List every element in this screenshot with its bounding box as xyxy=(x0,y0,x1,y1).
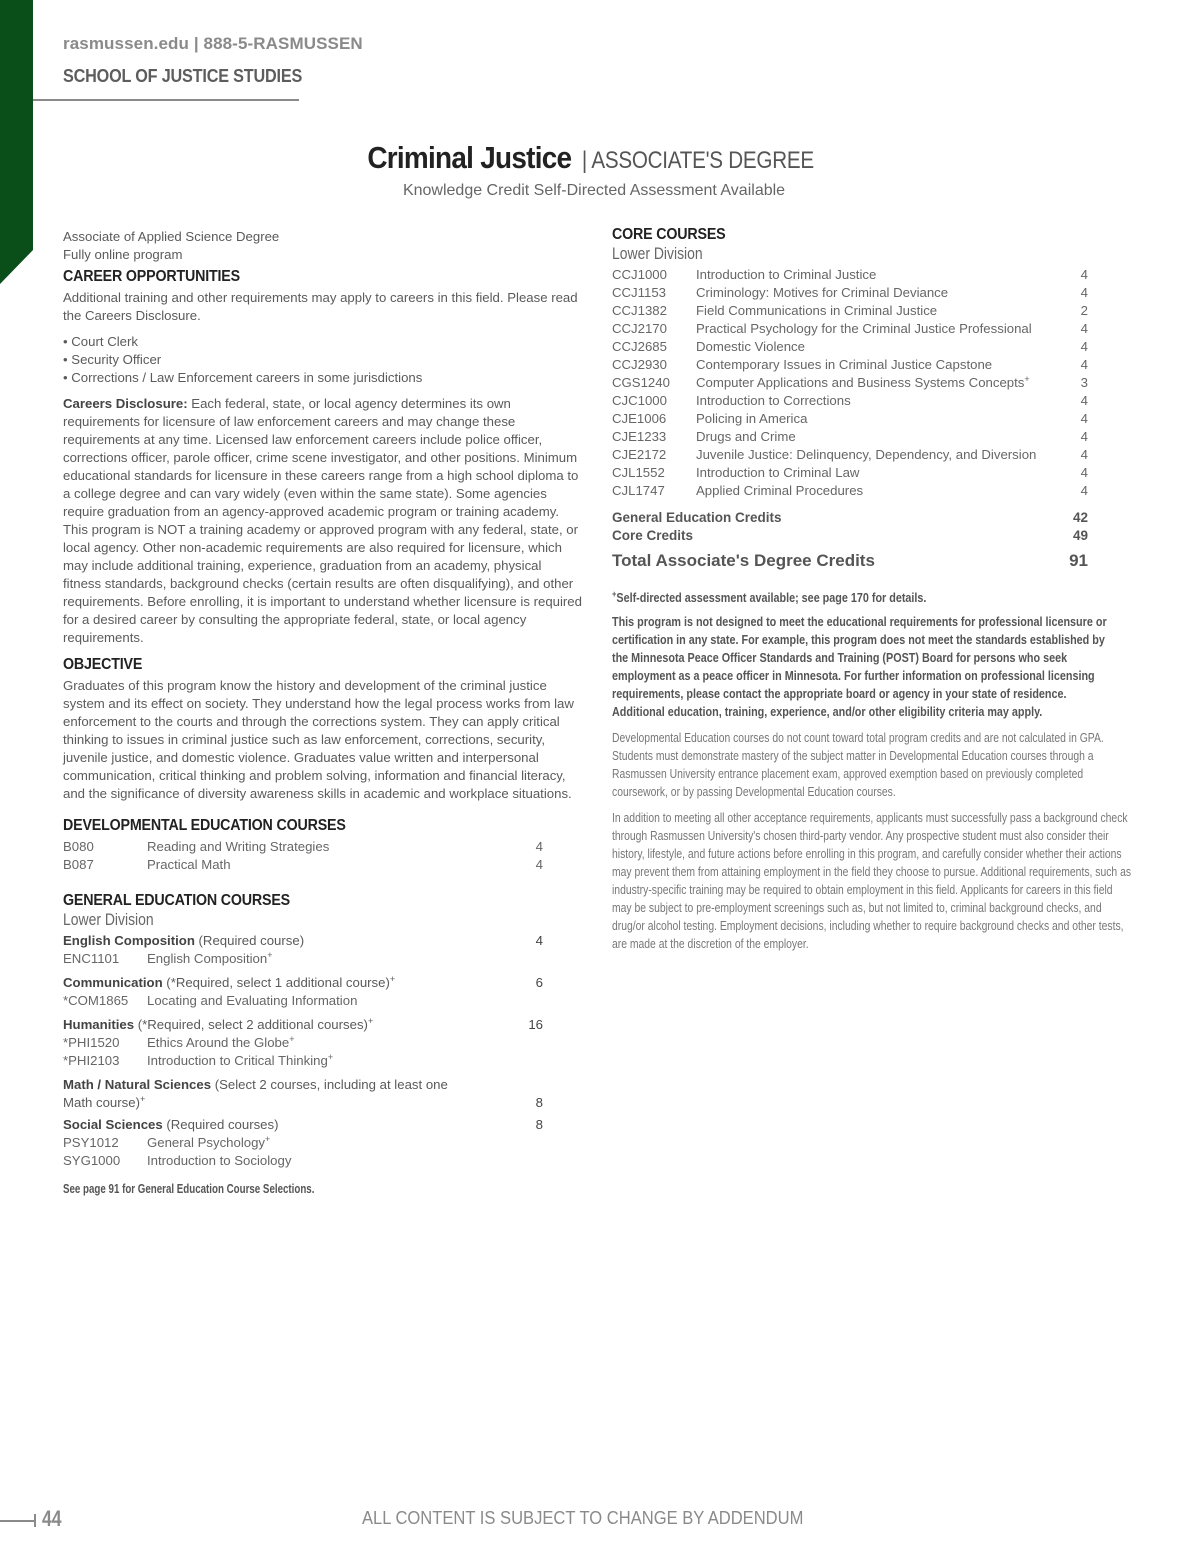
delivery-mode: Fully online program xyxy=(63,247,183,262)
right-column xyxy=(612,226,1132,953)
gen-ed-group-header: Social Sciences (Required courses) 8 xyxy=(63,1117,543,1132)
gen-ed-group-header-cont: Math course)+ 8 xyxy=(63,1094,543,1110)
core-division: Lower Division xyxy=(612,244,703,263)
course-row: PSY1012 General Psychology+ xyxy=(63,1134,271,1150)
licensure-note: This program is not designed to meet the educational requirements for professional licensure or certification in any state. For example, this program does not meet the standards established by the Minnesota Peace Officer Standards and Training (POST) Board for persons who seek employment as a peace officer in Minnesota. For further information on professional licensing requirements, please contact the appropriate board or agency in your state of residence. Additional education, training, experience, and/or other eligibility criteria may apply. xyxy=(612,614,1107,719)
gen-ed-division: Lower Division xyxy=(63,910,154,929)
gen-ed-group-header: Humanities (*Required, select 2 additional courses)+ 16 xyxy=(63,1016,543,1032)
left-column xyxy=(63,228,583,1196)
course-row: SYG1000 Introduction to Sociology xyxy=(63,1153,292,1168)
site-contact: rasmussen.edu | 888-5-RASMUSSEN xyxy=(63,34,363,53)
course-row: CGS1240 Computer Applications and Business Systems Concepts+ 3 xyxy=(612,374,1088,390)
career-list xyxy=(63,333,583,387)
course-row: CJC1000 Introduction to Corrections 4 xyxy=(612,393,1088,408)
gen-ed-credits-row: General Education Credits 42 xyxy=(612,510,1088,525)
background-check-note: In addition to meeting all other acceptance requirements, applicants must successfully pass a background check through Rasmussen University's chosen third-party vendor. Any prospective student must also consider their history, lifestyle, and future actions before enrolling in this program, and carefully consider whether their actions may prevent them from attaining employment in the field they choose to pursue. Additional requirements, such as industry-specific training may be required to obtain employment in this field. Applicants for careers in this field may be subject to pre-employment screenings such as, but not limited to, criminal background checks, and drug/or alcohol testing. Employment decisions, including whether to require background checks and other tests, are made at the discretion of the employer. xyxy=(612,811,1132,951)
course-row: B080 Reading and Writing Strategies 4 xyxy=(63,839,543,854)
objective-text: Graduates of this program know the history and development of the criminal justice system and its effect on society. They understand how the legal process works from law enforcement to the courts and through the corrections system. They can apply critical thinking to issues in criminal justice such as law enforcement, corrections, security, juvenile justice, and domestic violence. Graduates value written and interpersonal communication, critical thinking and problem solving, information and financial literacy, and the significance of diversity awareness skills in academic and workplace situations. xyxy=(63,678,574,801)
page-subtitle: Knowledge Credit Self-Directed Assessment Available xyxy=(402,182,786,199)
footer-tick xyxy=(34,1514,36,1527)
header-divider xyxy=(33,99,299,101)
course-row: CJE1006 Policing in America 4 xyxy=(612,411,1088,426)
course-row: *PHI1520 Ethics Around the Globe+ xyxy=(63,1034,295,1050)
gen-ed-group-header: Communication (*Required, select 1 additional course)+ 6 xyxy=(63,974,543,990)
credit-totals xyxy=(612,509,1088,573)
course-row: CCJ2170 Practical Psychology for the Criminal Justice Professional 4 xyxy=(612,321,1088,336)
gen-ed-group-header: English Composition (Required course) 4 xyxy=(63,933,543,948)
page-title xyxy=(0,140,1188,176)
course-row: CCJ2685 Domestic Violence 4 xyxy=(612,339,1088,354)
career-intro: Additional training and other requirements may apply to careers in this field. Please read the Careers Disclosure. xyxy=(63,290,578,323)
core-heading: CORE COURSES xyxy=(612,226,726,243)
core-credits-row: Core Credits 49 xyxy=(612,528,1088,543)
gen-ed-heading: GENERAL EDUCATION COURSES xyxy=(63,892,291,909)
course-row: CCJ1382 Field Communications in Criminal Justice 2 xyxy=(612,303,1088,318)
career-heading: CAREER OPPORTUNITIES xyxy=(63,268,240,285)
course-row: ENC1101 English Composition+ xyxy=(63,950,273,966)
school-name: SCHOOL OF JUSTICE STUDIES xyxy=(63,66,303,86)
career-item: • Security Officer xyxy=(63,352,162,367)
disclosure-text: Each federal, state, or local agency determines its own requirements for licensure of law enforcement careers and may change these requirements at any time. Licensed law enforcement careers include police officer, corrections officer, parole officer, crime scene investigator, and other positions. Minimum educational standards for licensure in these careers range from a high school diploma to a college degree and can vary widely (even within the same state). Some agencies require graduation from an agency-approved academic program or training academy. This program is NOT a training academy or approved program with any federal, state, or local agency. Other non-academic requirements are also required for licensure, which may include additional training, experience, graduation from an academy, physical fitness standards, background checks (certain results are often disqualifying), and other requirements. Before enrolling, it is important to understand whether licensure is required for a desired career by consulting the appropriate federal, state, or local agency requirements. xyxy=(63,396,582,645)
course-row: CCJ1153 Criminology: Motives for Criminal Deviance 4 xyxy=(612,285,1088,300)
program-name: Criminal Justice xyxy=(366,140,571,175)
career-item: • Corrections / Law Enforcement careers in some jurisdictions xyxy=(63,370,423,385)
dev-ed-note: Developmental Education courses do not count toward total program credits and are not calculated in GPA. Students must demonstrate mastery of the subject matter in Developmental Education courses through a Rasmussen University entrance placement exam, approved exemption based on previously completed coursework, or by passing Developmental Education courses. xyxy=(612,731,1104,799)
course-row: CCJ2930 Contemporary Issues in Criminal Justice Capstone 4 xyxy=(612,357,1088,372)
core-courses xyxy=(612,266,1088,500)
course-row: CJL1747 Applied Criminal Procedures 4 xyxy=(612,483,1088,498)
course-row: CJE1233 Drugs and Crime 4 xyxy=(612,429,1088,444)
developmental-heading: DEVELOPMENTAL EDUCATION COURSES xyxy=(63,817,346,834)
course-row: B087 Practical Math 4 xyxy=(63,857,543,872)
course-row: CJE2172 Juvenile Justice: Delinquency, Dependency, and Diversion 4 xyxy=(612,447,1088,462)
gen-ed-group-header: Math / Natural Sciences (Select 2 courses, including at least one xyxy=(63,1077,448,1092)
degree-label: | ASSOCIATE'S DEGREE xyxy=(581,147,814,174)
course-row: CJL1552 Introduction to Criminal Law 4 xyxy=(612,465,1088,480)
see-page-note: See page 91 for General Education Course Selections. xyxy=(63,1182,315,1196)
careers-disclosure xyxy=(63,395,583,647)
page-number: 44 xyxy=(42,1506,62,1531)
gen-ed-groups xyxy=(63,932,543,1170)
course-row: *PHI2103 Introduction to Critical Thinking+ xyxy=(63,1052,334,1068)
total-credits-row: Total Associate's Degree Credits 91 xyxy=(612,551,1088,570)
footer-notice: ALL CONTENT IS SUBJECT TO CHANGE BY ADDENDUM xyxy=(362,1508,804,1528)
career-item: • Court Clerk xyxy=(63,334,138,349)
developmental-courses xyxy=(63,838,543,874)
course-row: *COM1865 Locating and Evaluating Information xyxy=(63,993,358,1008)
course-row: CCJ1000 Introduction to Criminal Justice 4 xyxy=(612,267,1088,282)
objective-heading: OBJECTIVE xyxy=(63,656,143,673)
footer-rule xyxy=(0,1520,34,1522)
plus-footnote: +Self-directed assessment available; see page 170 for details. xyxy=(612,589,927,605)
degree-type: Associate of Applied Science Degree xyxy=(63,229,280,244)
disclosure-label: Careers Disclosure: xyxy=(63,396,188,411)
